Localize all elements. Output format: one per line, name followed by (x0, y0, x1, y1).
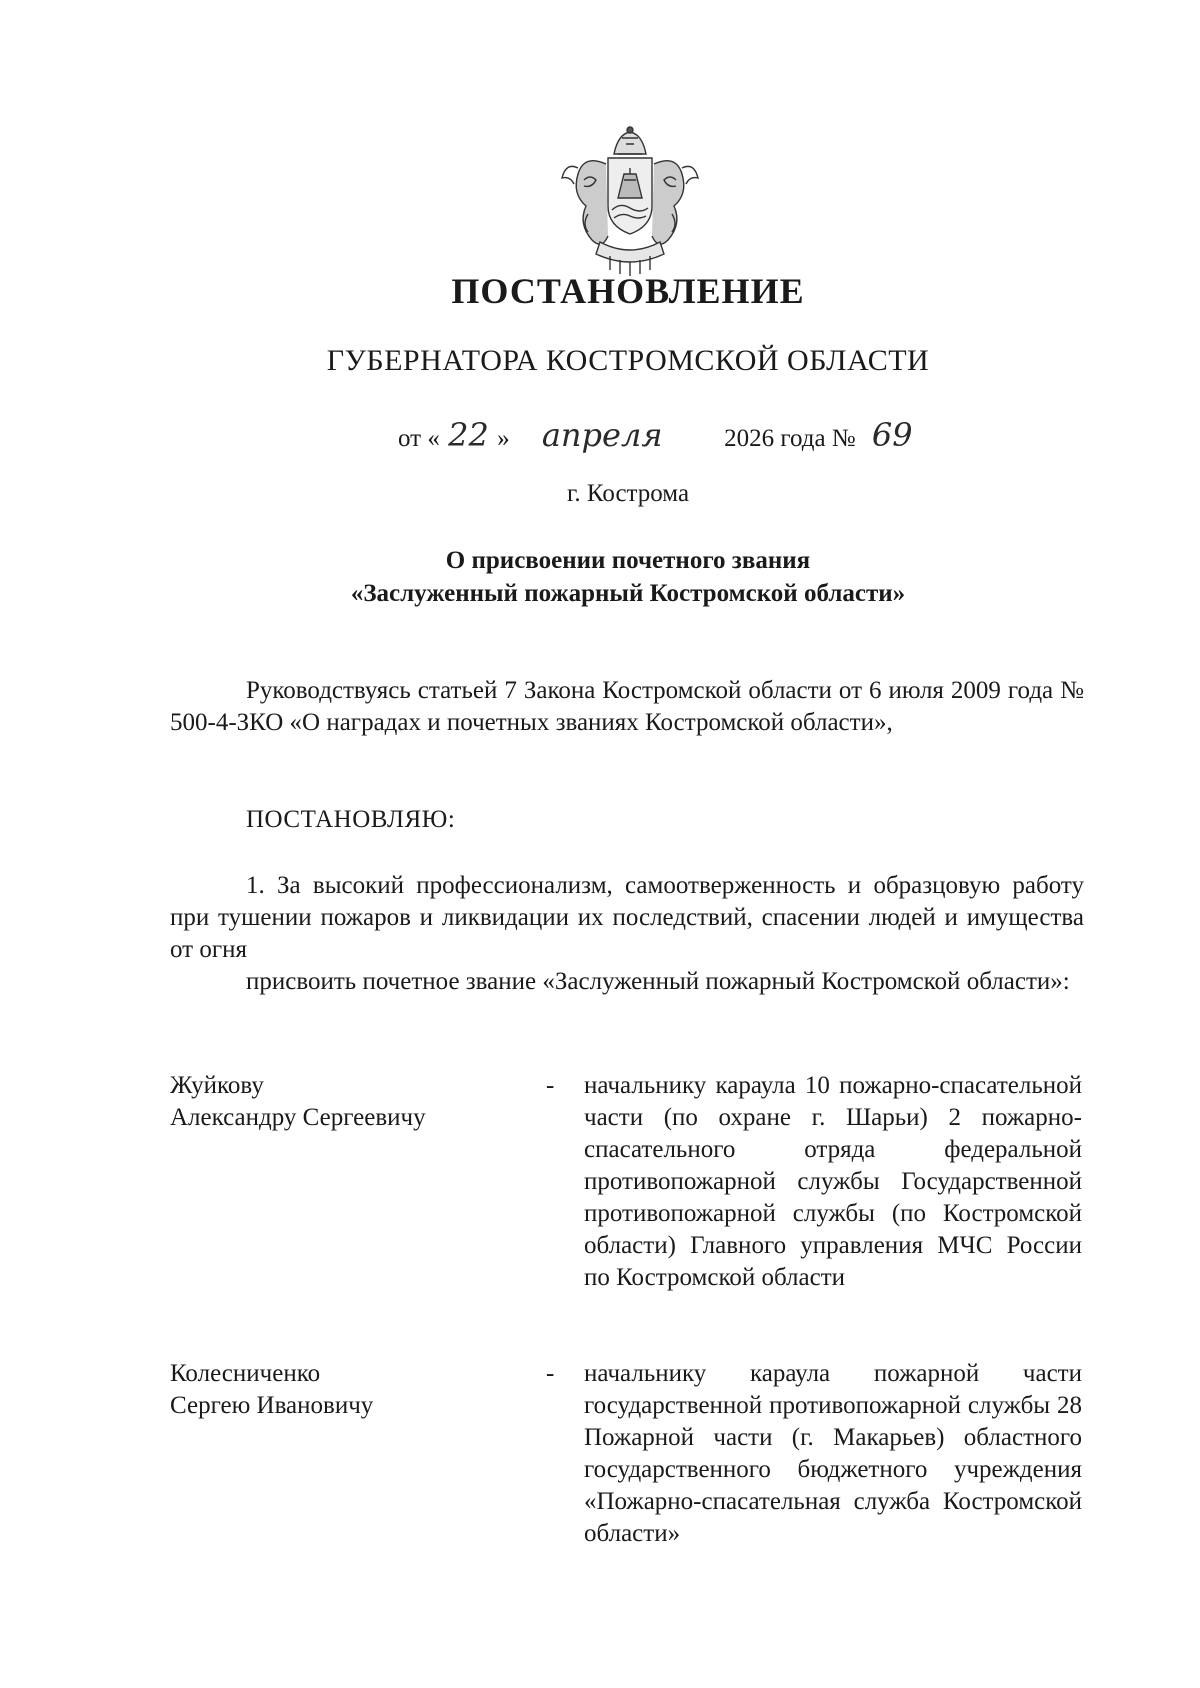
awardee-dash: - (546, 1072, 555, 1099)
awardee-given-names: Александру Сергеевичу (170, 1104, 426, 1131)
awardee-surname: Жуйкову (170, 1072, 264, 1099)
heading-line-1: О присвоении почетного звания (445, 547, 811, 574)
decree-word: ПОСТАНОВЛЯЮ: (246, 806, 456, 833)
document-date-line (398, 416, 913, 456)
date-year: 2026 года № (724, 425, 856, 452)
date-month-handwritten: апреля (541, 416, 663, 454)
item-1-paragraph: 1. За высокий профессионализм, самоотверженность и образцовую работу при тушении пожаров и ликвидации их последствий, спасении людей и имущества от огня (170, 872, 1084, 963)
item-1-continuation: присвоить почетное звание «Заслуженный пожарный Костромской области»: (246, 968, 1070, 995)
awardee-surname: Колесниченко (170, 1360, 321, 1387)
document-heading (0, 544, 1200, 610)
date-prefix: от « (398, 425, 440, 452)
awardee-position: начальнику караула 10 пожарно-спасательной части (по охране г. Шарьи) 2 пожарно-спасательного отряда федеральной противопожарной службы Государственной противопожарной службы (по Костромской области) Главного управления МЧС России по Костромской области (584, 1072, 1082, 1291)
preamble-paragraph: Руководствуясь статьей 7 Закона Костромской области от 6 июля 2009 года № 500-4-ЗКО «О наградах и почетных званиях Костромской области», (170, 677, 1084, 736)
awardee-name (170, 1070, 530, 1134)
awardee-name (170, 1358, 530, 1422)
document-number-handwritten: 69 (871, 416, 913, 454)
date-quote-close: » (497, 425, 510, 452)
issuing-authority: ГУБЕРНАТОРА КОСТРОМСКОЙ ОБЛАСТИ (326, 344, 930, 377)
document-city: г. Кострома (566, 480, 690, 507)
document-title: ПОСТАНОВЛЕНИЕ (451, 271, 805, 311)
awardee-dash: - (546, 1360, 555, 1387)
coat-of-arms-emblem (548, 124, 712, 280)
awardee-given-names: Сергею Ивановичу (170, 1392, 374, 1419)
awardee-position: начальнику караула пожарной части государственной противопожарной службы 28 Пожарной части (г. Макарьев) областного государственного бюджетного учреждения «Пожарно-спасательная служба Костромской области» (584, 1360, 1082, 1547)
heading-line-2: «Заслуженный пожарный Костромской области» (350, 580, 906, 607)
date-day-handwritten: 22 (448, 416, 489, 454)
